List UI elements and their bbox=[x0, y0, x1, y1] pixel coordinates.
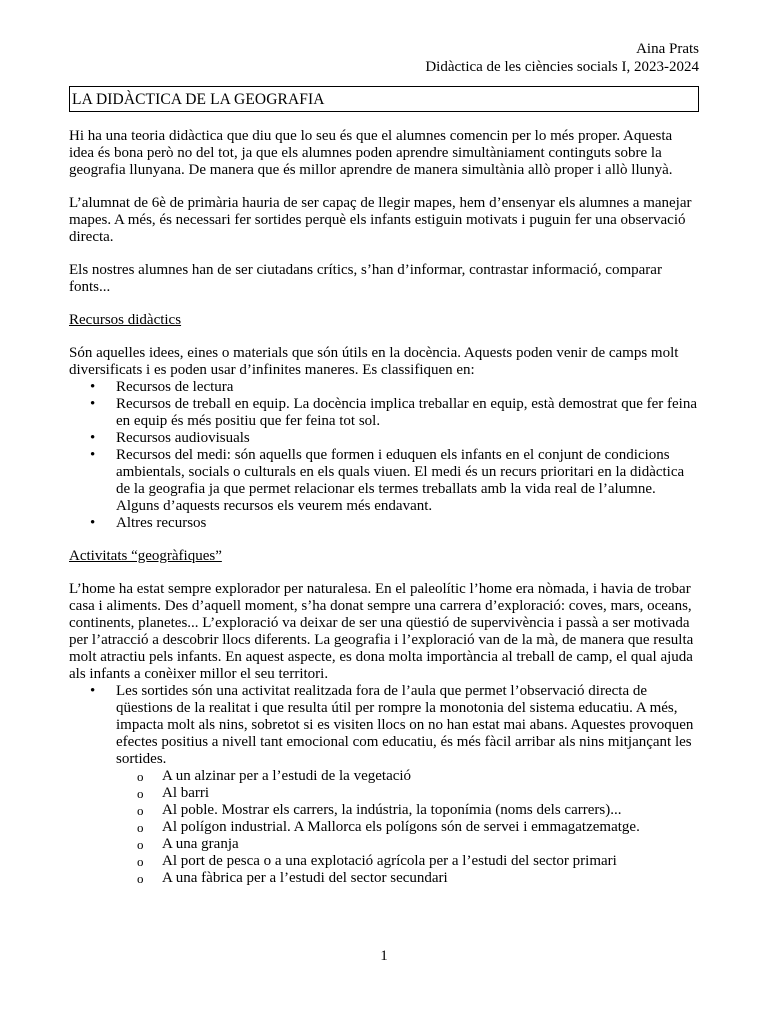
list-item: • Recursos de lectura bbox=[116, 379, 699, 396]
header-author: Aina Prats bbox=[636, 41, 699, 57]
sub-list-item: o A una granja bbox=[162, 836, 699, 853]
sortides-text: Les sortides són una activitat realitzada fora de l’aula que permet l’observació directa de qüestions de la realitat i que resulta útil per rompre la monotonia del sistema educatiu. A més, impacta molt als nins, sobretot si es visiten llocs on no han estat mai abans. Aquestes provoquen efectes positius a nivell tant emocional com educatiu, és més fàcil arribar als nins mitjançant les sortides. bbox=[116, 683, 694, 767]
list-item: • Recursos audiovisuals bbox=[116, 430, 699, 447]
section-heading-recursos: Recursos didàctics bbox=[69, 312, 182, 328]
list-item: • Altres recursos bbox=[116, 515, 699, 532]
section-heading-activitats: Activitats “geogràfiques” bbox=[69, 548, 222, 564]
sub-list-item: o Al port de pesca o a una explotació agrícola per a l’estudi del sector primari bbox=[162, 853, 699, 870]
activitats-intro: L’home ha estat sempre explorador per naturalesa. En el paleolític l’home era nòmada, i havia de trobar casa i aliments. Des d’aquell moment, s’ha donat sempre una carrera d’exploració: coves, mars, oceans, continents, planetes... L’exploració va deixar de ser una qüestió de supervivència i passà a ser motivada per l’atracció a descobrir llocs diferents. La geografia i l’exploració van de la mà, de manera que resulta molt atractiu pels infants. En aquest aspecte, es dona molta importància al treball de camp, el qual ajuda als infants a conèixer millor el seu territori. bbox=[69, 581, 694, 682]
page-number: 1 bbox=[380, 948, 388, 964]
intro-paragraph-1: Hi ha una teoria didàctica que diu que lo seu és que el alumnes comencin per lo més proper. Aquesta idea és bona però no del tot, ja que els alumnes poden aprendre simultàniament continguts sobre la geografia llunyana. De manera que és millor aprendre de manera simultània allò proper i allò llunyà. bbox=[69, 128, 673, 178]
list-item: • Recursos de treball en equip. La docència implica treballar en equip, està demostrat que fer feina en equip és més positiu que fer feina tot sol. bbox=[116, 396, 699, 430]
sub-list-item: o A una fàbrica per a l’estudi del sector secundari bbox=[162, 870, 699, 887]
list-item: • Recursos del medi: són aquells que formen i eduquen els infants en el conjunt de condicions ambientals, socials o culturals en els quals viuen. El medi és un recurs prioritari en la didàctica de la geografia ja que permet relacionar els termes treballats amb la vida real de l’alumne. Alguns d’aquests recursos els veurem més endavant. bbox=[116, 447, 699, 515]
header-course: Didàctica de les ciències socials I, 2023-2024 bbox=[425, 59, 699, 75]
recursos-intro: Són aquelles idees, eines o materials que són útils en la docència. Aquests poden venir de camps molt diversificats i es poden usar d’infinites maneres. Es classifiquen en: bbox=[69, 345, 679, 378]
sub-list-item: o A un alzinar per a l’estudi de la vegetació bbox=[162, 768, 699, 785]
list-item-sortides bbox=[116, 683, 699, 887]
sub-list-item: o Al poble. Mostrar els carrers, la indústria, la toponímia (noms dels carrers)... bbox=[162, 802, 699, 819]
intro-paragraph-2: L’alumnat de 6è de primària hauria de ser capaç de llegir mapes, hem d’ensenyar els alumnes a manejar mapes. A més, és necessari fer sortides perquè els infants estiguin motivats i puguin fer una observació directa. bbox=[69, 195, 692, 245]
document-title: LA DIDÀCTICA DE LA GEOGRAFIA bbox=[69, 86, 699, 112]
sortides-sublist bbox=[116, 768, 699, 887]
intro-paragraph-3: Els nostres alumnes han de ser ciutadans crítics, s’han d’informar, contrastar informació, comparar fonts... bbox=[69, 262, 662, 295]
recursos-list bbox=[69, 379, 699, 532]
page-header bbox=[69, 40, 699, 76]
sub-list-item: o Al polígon industrial. A Mallorca els polígons són de servei i emmagatzematge. bbox=[162, 819, 699, 836]
sub-list-item: o Al barri bbox=[162, 785, 699, 802]
activitats-list bbox=[69, 683, 699, 887]
document-page bbox=[69, 40, 699, 887]
